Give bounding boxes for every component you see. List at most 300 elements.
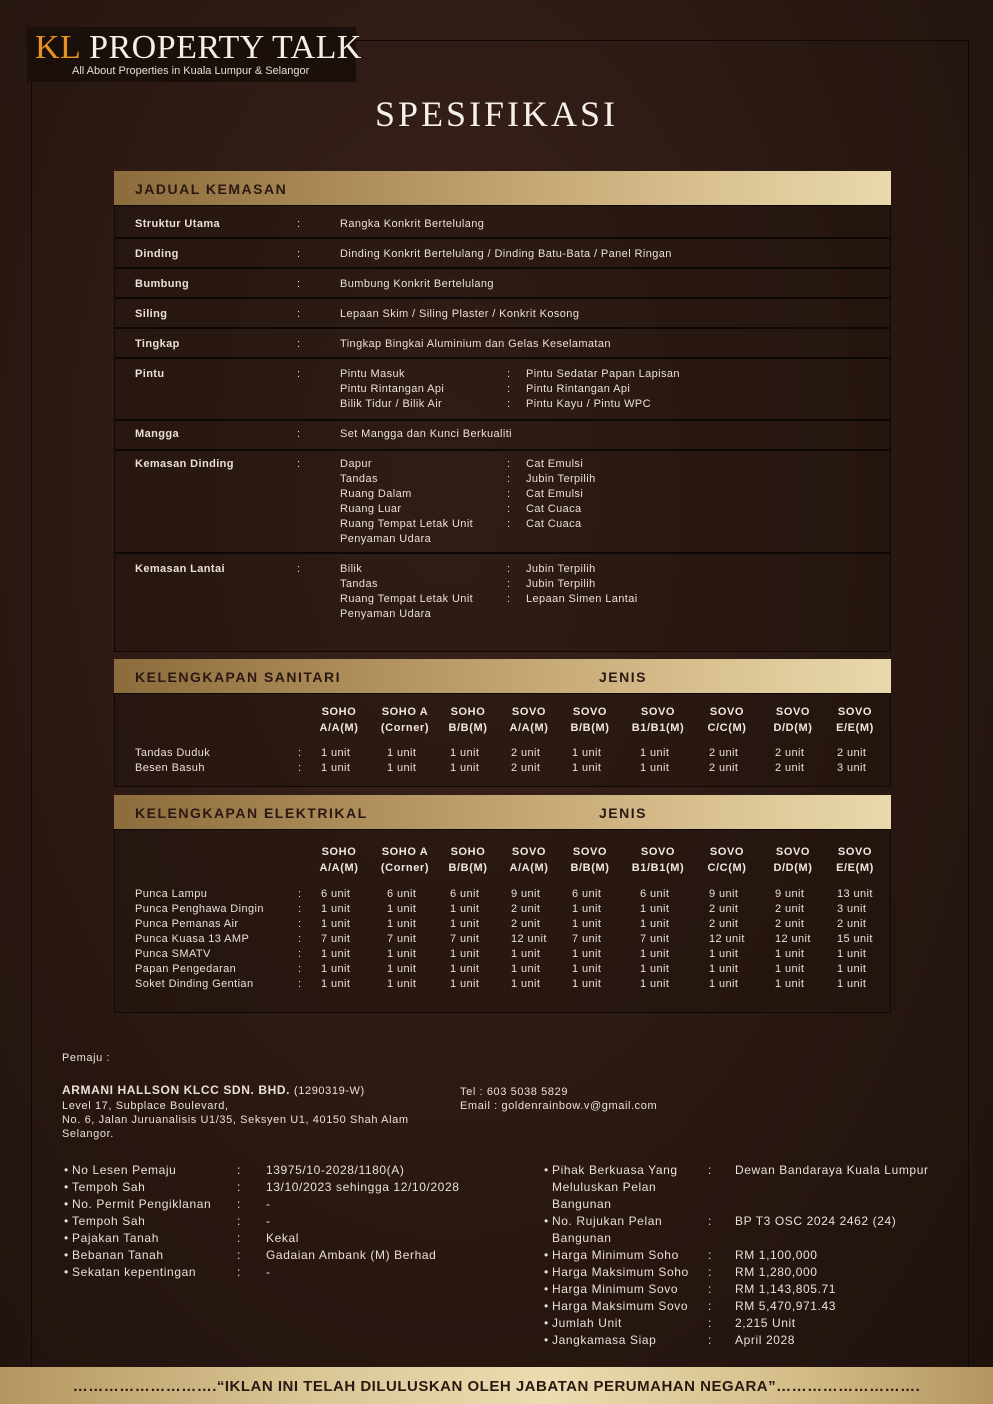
colon: :	[298, 888, 302, 900]
developer-address-2: No. 6, Jalan Juruanalisis U1/35, Seksyen U1, 40150 Shah Alam	[62, 1114, 409, 1126]
unit-type-variant: A/A(M)	[509, 722, 549, 734]
row-divider	[115, 267, 890, 269]
unit-type-name: SOHO	[450, 846, 486, 858]
unit-type-name: SOVO	[640, 846, 676, 858]
license-value: RM 1,280,000	[735, 1265, 818, 1279]
unit-type-variant: B/B(M)	[570, 722, 610, 734]
finishing-value: Set Mangga dan Kunci Berkualiti	[340, 428, 512, 440]
electrical-unit-count: 1 unit	[321, 948, 351, 960]
finishing-heading: JADUAL KEMASAN	[135, 181, 288, 197]
electrical-unit-count: 7 unit	[450, 933, 480, 945]
colon: :	[507, 398, 511, 410]
finishing-item: Ruang Luar	[340, 503, 402, 515]
electrical-unit-count: 1 unit	[387, 948, 417, 960]
row-divider	[115, 237, 890, 239]
electrical-unit-count: 6 unit	[450, 888, 480, 900]
unit-type-variant: A/A(M)	[319, 722, 359, 734]
unit-type-header	[433, 844, 503, 876]
finishing-header	[114, 171, 891, 205]
colon: :	[708, 1299, 712, 1313]
unit-type-header	[494, 704, 564, 736]
sanitary-unit-count: 2 unit	[511, 747, 541, 759]
electrical-unit-count: 12 unit	[775, 933, 811, 945]
developer-name: ARMANI HALLSON KLCC SDN. BHD.	[62, 1083, 291, 1097]
electrical-unit-count: 2 unit	[709, 918, 739, 930]
license-label: Meluluskan Pelan	[552, 1180, 657, 1194]
colon: :	[297, 368, 301, 380]
unit-type-name: SOHO A	[381, 706, 429, 718]
colon: :	[708, 1248, 712, 1262]
pemaju-label: Pemaju :	[62, 1052, 111, 1064]
colon: :	[298, 963, 302, 975]
electrical-unit-count: 2 unit	[837, 918, 867, 930]
bullet: •	[544, 1316, 549, 1330]
colon: :	[507, 578, 511, 590]
unit-type-variant: C/C(M)	[707, 862, 747, 874]
license-value: RM 5,470,971.43	[735, 1299, 837, 1313]
unit-type-name: SOVO	[709, 706, 745, 718]
electrical-item-label: Papan Pengedaran	[135, 963, 237, 975]
colon: :	[507, 503, 511, 515]
sanitary-unit-count: 2 unit	[709, 747, 739, 759]
license-value: BP T3 OSC 2024 2462 (24)	[735, 1214, 897, 1228]
colon: :	[237, 1163, 241, 1177]
unit-type-name: SOVO	[572, 706, 608, 718]
unit-type-name: SOVO	[837, 846, 873, 858]
license-label: No Lesen Pemaju	[72, 1163, 177, 1177]
unit-type-variant: D/D(M)	[773, 722, 813, 734]
unit-type-name: SOVO	[511, 846, 547, 858]
electrical-unit-count: 9 unit	[511, 888, 541, 900]
unit-type-variant: B1/B1(M)	[631, 862, 685, 874]
license-value: -	[266, 1265, 271, 1279]
electrical-unit-count: 1 unit	[572, 903, 602, 915]
electrical-unit-count: 12 unit	[511, 933, 547, 945]
unit-type-variant: E/E(M)	[836, 722, 874, 734]
developer-reg: (1290319-W)	[294, 1085, 365, 1097]
license-value: RM 1,143,805.71	[735, 1282, 837, 1296]
sanitary-unit-count: 1 unit	[572, 747, 602, 759]
unit-type-variant: C/C(M)	[707, 722, 747, 734]
electrical-unit-count: 1 unit	[511, 948, 541, 960]
finishing-item: Penyaman Udara	[340, 608, 432, 620]
sanitary-header	[114, 659, 891, 693]
electrical-unit-count: 1 unit	[837, 978, 867, 990]
unit-type-name: SOHO	[321, 706, 357, 718]
approval-text: ……………………….“IKLAN INI TELAH DILULUSKAN OLEH JABATAN PERUMAHAN NEGARA”……………………….	[72, 1378, 921, 1395]
unit-type-header	[820, 704, 890, 736]
electrical-unit-count: 1 unit	[640, 978, 670, 990]
developer-tel: Tel : 603 5038 5829	[460, 1086, 569, 1098]
unit-type-variant: B1/B1(M)	[631, 722, 685, 734]
colon: :	[708, 1333, 712, 1347]
unit-type-header	[758, 704, 828, 736]
finishing-value: Tingkap Bingkai Aluminium dan Gelas Keselamatan	[340, 338, 611, 350]
colon: :	[298, 762, 302, 774]
electrical-header	[114, 795, 891, 829]
finishing-item: Ruang Dalam	[340, 488, 412, 500]
electrical-unit-count: 1 unit	[450, 978, 480, 990]
finishing-label: Siling	[135, 308, 168, 320]
electrical-unit-count: 1 unit	[775, 978, 805, 990]
colon: :	[298, 918, 302, 930]
logo-wordmark: KL PROPERTY TALK	[35, 29, 362, 66]
colon: :	[237, 1265, 241, 1279]
electrical-unit-count: 2 unit	[511, 918, 541, 930]
developer-name-line	[62, 1083, 365, 1097]
sanitary-unit-count: 1 unit	[387, 762, 417, 774]
colon: :	[708, 1316, 712, 1330]
colon: :	[298, 903, 302, 915]
electrical-unit-count: 1 unit	[837, 948, 867, 960]
electrical-jenis: JENIS	[599, 805, 647, 821]
unit-type-header	[692, 704, 762, 736]
electrical-unit-count: 1 unit	[511, 963, 541, 975]
bullet: •	[64, 1214, 69, 1228]
approval-footer	[0, 1367, 993, 1404]
license-label: Jangkamasa Siap	[552, 1333, 657, 1347]
finishing-item: Bilik	[340, 563, 363, 575]
electrical-unit-count: 1 unit	[572, 918, 602, 930]
finishing-item-value: Pintu Sedatar Papan Lapisan	[526, 368, 680, 380]
license-value: RM 1,100,000	[735, 1248, 818, 1262]
license-label: Sekatan kepentingan	[72, 1265, 197, 1279]
colon: :	[708, 1163, 712, 1177]
license-label: Harga Minimum Soho	[552, 1248, 679, 1262]
electrical-unit-count: 1 unit	[572, 978, 602, 990]
sanitary-unit-count: 1 unit	[450, 762, 480, 774]
electrical-unit-count: 1 unit	[387, 963, 417, 975]
unit-type-header	[623, 844, 693, 876]
colon: :	[298, 978, 302, 990]
finishing-item-value: Cat Emulsi	[526, 488, 584, 500]
colon: :	[507, 518, 511, 530]
finishing-item-value: Lepaan Simen Lantai	[526, 593, 638, 605]
unit-type-header	[555, 704, 625, 736]
electrical-item-label: Punca Penghawa Dingin	[135, 903, 264, 915]
finishing-value: Bumbung Konkrit Bertelulang	[340, 278, 494, 290]
sanitary-unit-count: 1 unit	[640, 747, 670, 759]
electrical-item-label: Punca Kuasa 13 AMP	[135, 933, 250, 945]
finishing-value: Lepaan Skim / Siling Plaster / Konkrit Kosong	[340, 308, 580, 320]
bullet: •	[544, 1282, 549, 1296]
sanitary-unit-count: 2 unit	[709, 762, 739, 774]
unit-type-header	[433, 704, 503, 736]
colon: :	[507, 458, 511, 470]
electrical-unit-count: 1 unit	[387, 903, 417, 915]
unit-type-variant: (Corner)	[380, 722, 430, 734]
electrical-item-label: Punca Pemanas Air	[135, 918, 239, 930]
electrical-unit-count: 6 unit	[387, 888, 417, 900]
colon: :	[298, 948, 302, 960]
bullet: •	[64, 1163, 69, 1177]
electrical-unit-count: 1 unit	[640, 918, 670, 930]
colon: :	[507, 383, 511, 395]
finishing-item: Pintu Rintangan Api	[340, 383, 445, 395]
unit-type-variant: A/A(M)	[319, 862, 359, 874]
electrical-unit-count: 6 unit	[572, 888, 602, 900]
unit-type-name: SOVO	[511, 706, 547, 718]
sanitary-item-label: Besen Basuh	[135, 762, 205, 774]
electrical-item-label: Punca SMATV	[135, 948, 211, 960]
sanitary-item-label: Tandas Duduk	[135, 747, 211, 759]
bullet: •	[544, 1248, 549, 1262]
bullet: •	[544, 1333, 549, 1347]
sanitary-unit-count: 1 unit	[572, 762, 602, 774]
finishing-label: Tingkap	[135, 338, 180, 350]
page-title: SPESIFIKASI	[374, 94, 619, 134]
electrical-unit-count: 1 unit	[450, 918, 480, 930]
license-value: Kekal	[266, 1231, 300, 1245]
license-label: Tempoh Sah	[72, 1180, 146, 1194]
electrical-unit-count: 1 unit	[387, 978, 417, 990]
finishing-item-value: Jubin Terpilih	[526, 473, 596, 485]
unit-type-variant: A/A(M)	[509, 862, 549, 874]
sanitary-unit-count: 1 unit	[321, 762, 351, 774]
unit-type-header	[623, 704, 693, 736]
electrical-unit-count: 1 unit	[321, 963, 351, 975]
unit-type-header	[692, 844, 762, 876]
colon: :	[297, 248, 301, 260]
license-label: No. Rujukan Pelan	[552, 1214, 663, 1228]
unit-type-name: SOVO	[572, 846, 608, 858]
finishing-label: Kemasan Dinding	[135, 458, 234, 470]
finishing-item-value: Cat Emulsi	[526, 458, 584, 470]
unit-type-header	[304, 844, 374, 876]
electrical-unit-count: 2 unit	[511, 903, 541, 915]
electrical-unit-count: 1 unit	[709, 948, 739, 960]
finishing-item: Tandas	[340, 578, 378, 590]
colon: :	[507, 473, 511, 485]
sanitary-unit-count: 1 unit	[321, 747, 351, 759]
electrical-unit-count: 7 unit	[387, 933, 417, 945]
electrical-unit-count: 1 unit	[640, 903, 670, 915]
finishing-item-value: Pintu Rintangan Api	[526, 383, 631, 395]
sanitary-unit-count: 2 unit	[775, 747, 805, 759]
electrical-unit-count: 1 unit	[837, 963, 867, 975]
electrical-unit-count: 3 unit	[837, 903, 867, 915]
colon: :	[708, 1282, 712, 1296]
colon: :	[507, 563, 511, 575]
electrical-unit-count: 13 unit	[837, 888, 873, 900]
developer-email: Email : goldenrainbow.v@gmail.com	[460, 1100, 658, 1112]
sanitary-unit-count: 2 unit	[837, 747, 867, 759]
electrical-unit-count: 2 unit	[709, 903, 739, 915]
colon: :	[297, 278, 301, 290]
bullet: •	[64, 1180, 69, 1194]
finishing-item: Dapur	[340, 458, 372, 470]
electrical-unit-count: 1 unit	[640, 963, 670, 975]
row-divider	[115, 327, 890, 329]
colon: :	[298, 747, 302, 759]
license-label: Harga Minimum Sovo	[552, 1282, 679, 1296]
license-label: Tempoh Sah	[72, 1214, 146, 1228]
electrical-unit-count: 1 unit	[450, 963, 480, 975]
license-label: Bangunan	[552, 1197, 612, 1211]
license-value: 13/10/2023 sehingga 12/10/2028	[266, 1180, 460, 1194]
colon: :	[507, 368, 511, 380]
sanitary-unit-count: 2 unit	[511, 762, 541, 774]
license-label: Pihak Berkuasa Yang	[552, 1163, 678, 1177]
electrical-unit-count: 7 unit	[640, 933, 670, 945]
finishing-item: Ruang Tempat Letak Unit	[340, 593, 474, 605]
unit-type-header	[758, 844, 828, 876]
unit-type-variant: B/B(M)	[448, 722, 488, 734]
electrical-unit-count: 2 unit	[775, 918, 805, 930]
unit-type-name: SOVO	[709, 846, 745, 858]
electrical-unit-count: 1 unit	[775, 948, 805, 960]
unit-type-variant: E/E(M)	[836, 862, 874, 874]
colon: :	[708, 1214, 712, 1228]
electrical-unit-count: 1 unit	[775, 963, 805, 975]
finishing-label: Pintu	[135, 368, 165, 380]
finishing-label: Struktur Utama	[135, 218, 221, 230]
electrical-unit-count: 1 unit	[321, 903, 351, 915]
logo	[27, 27, 362, 82]
row-divider	[115, 419, 890, 421]
sanitary-unit-count: 1 unit	[640, 762, 670, 774]
license-value: April 2028	[735, 1333, 796, 1347]
colon: :	[507, 593, 511, 605]
finishing-item: Tandas	[340, 473, 378, 485]
colon: :	[297, 458, 301, 470]
colon: :	[708, 1265, 712, 1279]
electrical-unit-count: 1 unit	[572, 948, 602, 960]
developer-address-1: Level 17, Subplace Boulevard,	[62, 1100, 229, 1112]
sanitary-unit-count: 1 unit	[387, 747, 417, 759]
bullet: •	[64, 1248, 69, 1262]
electrical-unit-count: 1 unit	[321, 978, 351, 990]
sanitary-unit-count: 3 unit	[837, 762, 867, 774]
unit-type-variant: D/D(M)	[773, 862, 813, 874]
sanitary-heading: KELENGKAPAN SANITARI	[135, 669, 342, 685]
bullet: •	[544, 1265, 549, 1279]
finishing-item: Penyaman Udara	[340, 533, 432, 545]
license-label: Harga Maksimum Soho	[552, 1265, 689, 1279]
electrical-item-label: Soket Dinding Gentian	[135, 978, 254, 990]
electrical-unit-count: 1 unit	[450, 948, 480, 960]
electrical-unit-count: 2 unit	[775, 903, 805, 915]
unit-type-header	[494, 844, 564, 876]
license-value: -	[266, 1197, 271, 1211]
finishing-label: Kemasan Lantai	[135, 563, 225, 575]
electrical-heading: KELENGKAPAN ELEKTRIKAL	[135, 805, 368, 821]
electrical-unit-count: 6 unit	[321, 888, 351, 900]
finishing-item-value: Jubin Terpilih	[526, 578, 596, 590]
electrical-unit-count: 7 unit	[572, 933, 602, 945]
electrical-unit-count: 1 unit	[450, 903, 480, 915]
electrical-unit-count: 6 unit	[640, 888, 670, 900]
colon: :	[237, 1231, 241, 1245]
colon: :	[298, 933, 302, 945]
finishing-label: Dinding	[135, 248, 179, 260]
unit-type-name: SOVO	[775, 706, 811, 718]
colon: :	[297, 563, 301, 575]
license-label: Bebanan Tanah	[72, 1248, 164, 1262]
license-label: Harga Maksimum Sovo	[552, 1299, 689, 1313]
finishing-label: Bumbung	[135, 278, 190, 290]
license-label: No. Permit Pengiklanan	[72, 1197, 212, 1211]
finishing-label: Mangga	[135, 428, 179, 440]
unit-type-name: SOVO	[775, 846, 811, 858]
sanitary-unit-count: 1 unit	[450, 747, 480, 759]
logo-tagline: All About Properties in Kuala Lumpur & Selangor	[72, 65, 310, 77]
finishing-item: Ruang Tempat Letak Unit	[340, 518, 474, 530]
unit-type-name: SOVO	[640, 706, 676, 718]
electrical-unit-count: 12 unit	[709, 933, 745, 945]
unit-type-variant: B/B(M)	[448, 862, 488, 874]
bullet: •	[64, 1231, 69, 1245]
finishing-item-value: Cat Cuaca	[526, 503, 582, 515]
electrical-unit-count: 1 unit	[321, 918, 351, 930]
electrical-unit-count: 9 unit	[709, 888, 739, 900]
license-label: Bangunan	[552, 1231, 612, 1245]
row-divider	[115, 357, 890, 359]
colon: :	[237, 1248, 241, 1262]
colon: :	[297, 428, 301, 440]
sanitary-jenis: JENIS	[599, 669, 647, 685]
colon: :	[237, 1180, 241, 1194]
unit-type-name: SOHO A	[381, 846, 429, 858]
finishing-item: Pintu Masuk	[340, 368, 405, 380]
electrical-unit-count: 1 unit	[640, 948, 670, 960]
unit-type-name: SOHO	[321, 846, 357, 858]
bullet: •	[544, 1163, 549, 1177]
license-value: -	[266, 1214, 271, 1228]
electrical-unit-count: 1 unit	[709, 978, 739, 990]
sanitary-unit-count: 2 unit	[775, 762, 805, 774]
electrical-unit-count: 1 unit	[572, 963, 602, 975]
finishing-value: Rangka Konkrit Bertelulang	[340, 218, 485, 230]
colon: :	[297, 218, 301, 230]
electrical-unit-count: 1 unit	[387, 918, 417, 930]
unit-type-header	[820, 844, 890, 876]
bullet: •	[64, 1197, 69, 1211]
finishing-item-value: Cat Cuaca	[526, 518, 582, 530]
unit-type-header	[370, 844, 440, 876]
unit-type-header	[304, 704, 374, 736]
colon: :	[297, 308, 301, 320]
unit-type-header	[370, 704, 440, 736]
electrical-unit-count: 7 unit	[321, 933, 351, 945]
license-label: Pajakan Tanah	[72, 1231, 159, 1245]
electrical-item-label: Punca Lampu	[135, 888, 208, 900]
unit-type-name: SOHO	[450, 706, 486, 718]
finishing-item-value: Pintu Kayu / Pintu WPC	[526, 398, 651, 410]
finishing-value: Dinding Konkrit Bertelulang / Dinding Batu-Bata / Panel Ringan	[340, 248, 672, 260]
license-label: Jumlah Unit	[552, 1316, 622, 1330]
bullet: •	[544, 1214, 549, 1228]
row-divider	[115, 552, 890, 554]
electrical-unit-count: 9 unit	[775, 888, 805, 900]
bullet: •	[544, 1299, 549, 1313]
developer-address-3: Selangor.	[62, 1128, 114, 1140]
colon: :	[237, 1214, 241, 1228]
license-value: 2,215 Unit	[735, 1316, 796, 1330]
bullet: •	[64, 1265, 69, 1279]
unit-type-header	[555, 844, 625, 876]
license-value: Dewan Bandaraya Kuala Lumpur	[735, 1163, 929, 1177]
colon: :	[297, 338, 301, 350]
unit-type-variant: (Corner)	[380, 862, 430, 874]
row-divider	[115, 297, 890, 299]
unit-type-name: SOVO	[837, 706, 873, 718]
colon: :	[507, 488, 511, 500]
finishing-item-value: Jubin Terpilih	[526, 563, 596, 575]
row-divider	[115, 449, 890, 451]
finishing-item: Bilik Tidur / Bilik Air	[340, 398, 443, 410]
license-value: 13975/10-2028/1180(A)	[266, 1163, 405, 1177]
